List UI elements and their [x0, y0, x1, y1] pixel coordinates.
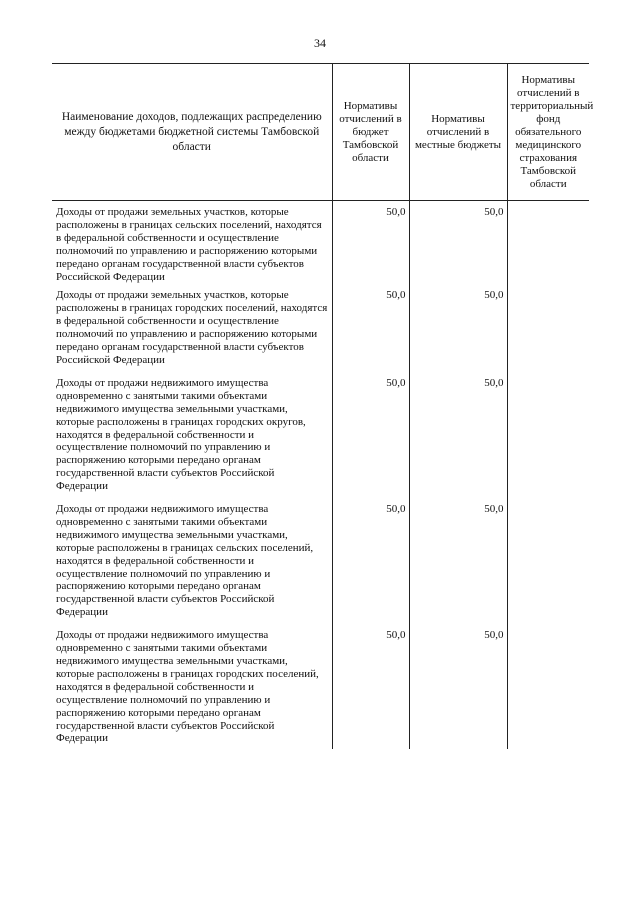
header-medical-insurance-fund: Нормативы отчислений в территориальный фонд обязательного медицинского страхования Тамбовской области [507, 64, 589, 201]
regional-rate-cell: 50,0 [332, 623, 409, 749]
regional-rate-cell: 50,0 [332, 287, 409, 370]
table-header [52, 64, 594, 201]
local-rate-cell: 50,0 [409, 201, 507, 288]
table-body [52, 201, 589, 750]
local-rate-cell: 50,0 [409, 623, 507, 749]
medical-rate-cell [507, 497, 589, 623]
table-row [52, 201, 589, 288]
table-row [52, 287, 589, 370]
revenue-name-cell: Доходы от продажи недвижимого имущества одновременно с занятыми такими объектами недвижимого имущества земельными участками, которые расположены в границах сельских поселений, находятся в федеральной собственности и осуществление полномочий по управлению и распоряжению которыми передано органам государственной власти субъектов Российской Федерации [52, 497, 332, 623]
medical-rate-cell [507, 371, 589, 497]
medical-rate-cell [507, 287, 589, 370]
header-regional-budget: Нормативы отчислений в бюджет Тамбовской области [332, 64, 409, 201]
local-rate-cell: 50,0 [409, 287, 507, 370]
regional-rate-cell: 50,0 [332, 497, 409, 623]
revenue-name-cell: Доходы от продажи недвижимого имущества одновременно с занятыми такими объектами недвижимого имущества земельными участками, которые расположены в границах городских округов, находятся в федеральной собственности и осуществление полномочий по управлению и распоряжению которыми передано органам государственной власти субъектов Российской Федерации [52, 371, 332, 497]
regional-rate-cell: 50,0 [332, 371, 409, 497]
table-row [52, 371, 589, 497]
table-row [52, 623, 589, 749]
header-revenue-name: Наименование доходов, подлежащих распределению между бюджетами бюджетной системы Тамбовской области [52, 64, 332, 201]
revenue-name-cell: Доходы от продажи недвижимого имущества одновременно с занятыми такими объектами недвижимого имущества земельными участками, которые расположены в границах городских поселений, находятся в федеральной собственности и осуществление полномочий по управлению и распоряжению которыми передано органам государственной власти субъектов Российской Федерации [52, 623, 332, 749]
revenue-name-cell: Доходы от продажи земельных участков, которые расположены в границах городских поселений, находятся в федеральной собственности и осуществление полномочий по управлению и распоряжению которыми передано органам государственной власти субъектов Российской Федерации [52, 287, 332, 370]
table-row [52, 497, 589, 623]
header-local-budgets: Нормативы отчислений в местные бюджеты [409, 64, 507, 201]
page-number: 34 [314, 36, 326, 50]
medical-rate-cell [507, 201, 589, 288]
medical-rate-cell [507, 623, 589, 749]
local-rate-cell: 50,0 [409, 371, 507, 497]
regional-rate-cell: 50,0 [332, 201, 409, 288]
revenue-name-cell: Доходы от продажи земельных участков, которые расположены в границах сельских поселений, находятся в федеральной собственности и осуществление полномочий по управлению и распоряжению которыми передано органам государственной власти субъектов Российской Федерации [52, 201, 332, 288]
local-rate-cell: 50,0 [409, 497, 507, 623]
revenue-distribution-table [52, 63, 594, 749]
